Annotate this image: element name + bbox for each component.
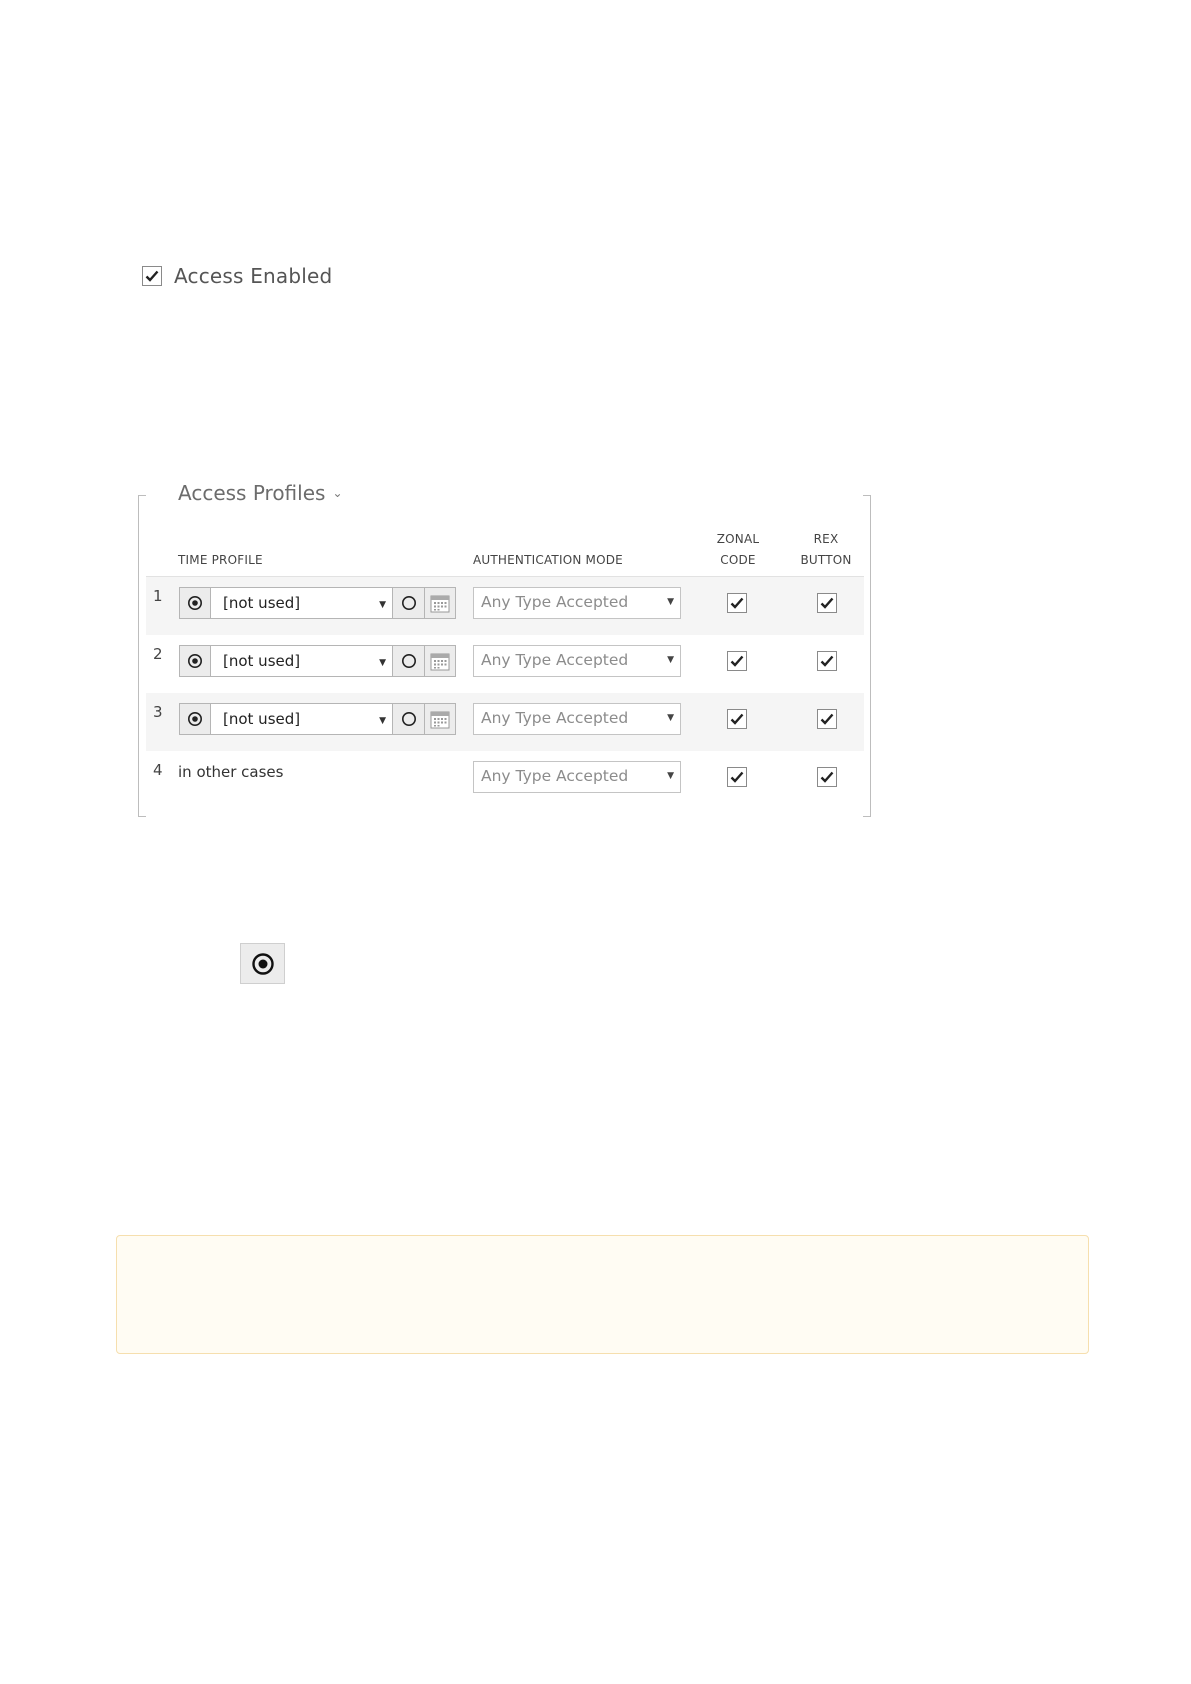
zonal-code-checkbox[interactable] — [727, 651, 747, 671]
rex-button-checkbox[interactable] — [817, 593, 837, 613]
radio-selected-icon — [187, 711, 203, 727]
header-zonal-code — [703, 529, 773, 571]
time-profile-radio-button[interactable] — [240, 943, 285, 984]
header-authentication-mode: AUTHENTICATION MODE — [473, 553, 623, 567]
time-profile-control — [179, 587, 456, 619]
header-rex-button — [788, 529, 864, 571]
access-enabled-checkbox[interactable] — [142, 266, 162, 286]
calendar-icon — [430, 652, 450, 671]
panel-bracket-left — [138, 495, 146, 817]
dropdown-arrow-icon: ▼ — [379, 658, 386, 668]
authentication-mode-value: Any Type Accepted — [481, 651, 629, 669]
checkmark-icon — [820, 655, 834, 667]
authentication-mode-value: Any Type Accepted — [481, 767, 629, 785]
calendar-icon — [430, 594, 450, 613]
header-zonal-code-line2: CODE — [720, 553, 756, 567]
access-enabled-toggle[interactable] — [142, 264, 332, 288]
time-profile-inverse-button[interactable] — [393, 645, 425, 677]
calendar-button[interactable] — [425, 703, 456, 735]
dropdown-arrow-icon: ▼ — [667, 597, 674, 607]
time-profile-inverse-button[interactable] — [393, 587, 425, 619]
time-profile-value: [not used] — [223, 594, 301, 612]
time-profile-radio-button[interactable] — [179, 587, 211, 619]
radio-selected-icon — [187, 653, 203, 669]
row-index: 3 — [153, 703, 163, 721]
authentication-mode-value: Any Type Accepted — [481, 593, 629, 611]
header-rex-button-line2: BUTTON — [800, 553, 852, 567]
checkmark-icon — [730, 655, 744, 667]
time-profile-value: [not used] — [223, 710, 301, 728]
time-profile-control — [179, 645, 456, 677]
access-profiles-title[interactable] — [174, 481, 347, 505]
authentication-mode-select[interactable] — [473, 587, 681, 619]
header-time-profile: TIME PROFILE — [178, 553, 263, 567]
authentication-mode-select[interactable] — [473, 761, 681, 793]
zonal-code-checkbox[interactable] — [727, 709, 747, 729]
radio-empty-icon — [401, 653, 417, 669]
radio-selected-icon — [251, 952, 275, 976]
chevron-down-icon: ⌄ — [332, 486, 343, 500]
dropdown-arrow-icon: ▼ — [379, 716, 386, 726]
radio-empty-icon — [401, 711, 417, 727]
zonal-code-checkbox[interactable] — [727, 767, 747, 787]
note-box — [116, 1235, 1089, 1354]
calendar-icon — [430, 710, 450, 729]
time-profile-control — [179, 703, 456, 735]
authentication-mode-select[interactable] — [473, 703, 681, 735]
access-enabled-label: Access Enabled — [174, 264, 333, 288]
checkmark-icon — [820, 771, 834, 783]
time-profile-inverse-button[interactable] — [393, 703, 425, 735]
dropdown-arrow-icon: ▼ — [379, 600, 386, 610]
header-zonal-code-line1: ZONAL — [716, 532, 760, 546]
checkmark-icon — [145, 270, 159, 282]
checkmark-icon — [820, 713, 834, 725]
row-index: 2 — [153, 645, 163, 663]
authentication-mode-value: Any Type Accepted — [481, 709, 629, 727]
time-profile-select[interactable] — [211, 703, 393, 735]
rex-button-checkbox[interactable] — [817, 651, 837, 671]
time-profile-select[interactable] — [211, 587, 393, 619]
time-profile-value: [not used] — [223, 652, 301, 670]
checkmark-icon — [730, 713, 744, 725]
other-cases-label: in other cases — [178, 763, 284, 781]
row-index: 1 — [153, 587, 163, 605]
table-row — [146, 635, 864, 693]
time-profile-radio-button[interactable] — [179, 645, 211, 677]
dropdown-arrow-icon: ▼ — [667, 713, 674, 723]
calendar-button[interactable] — [425, 587, 456, 619]
dropdown-arrow-icon: ▼ — [667, 655, 674, 665]
table-row — [146, 751, 864, 809]
access-profiles-panel — [138, 481, 871, 815]
table-row — [146, 577, 864, 635]
zonal-code-checkbox[interactable] — [727, 593, 747, 613]
time-profile-select[interactable] — [211, 645, 393, 677]
access-profiles-title-text: Access Profiles — [178, 481, 326, 505]
row-index: 4 — [153, 761, 163, 779]
radio-selected-icon — [187, 595, 203, 611]
time-profile-radio-button[interactable] — [179, 703, 211, 735]
header-rex-button-line1: REX — [813, 532, 839, 546]
calendar-button[interactable] — [425, 645, 456, 677]
radio-empty-icon — [401, 595, 417, 611]
dropdown-arrow-icon: ▼ — [667, 771, 674, 781]
rex-button-checkbox[interactable] — [817, 709, 837, 729]
rex-button-checkbox[interactable] — [817, 767, 837, 787]
checkmark-icon — [820, 597, 834, 609]
table-row — [146, 693, 864, 751]
checkmark-icon — [730, 771, 744, 783]
panel-bracket-right — [863, 495, 871, 817]
checkmark-icon — [730, 597, 744, 609]
authentication-mode-select[interactable] — [473, 645, 681, 677]
